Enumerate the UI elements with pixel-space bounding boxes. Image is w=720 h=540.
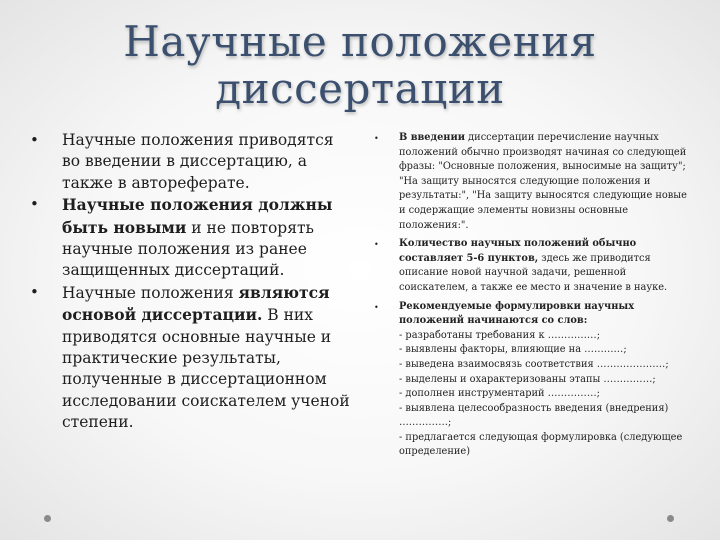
formulation-line: - выведена взаимосвязь соответствия …………………; [399,358,669,370]
formulation-line: - выявлены факторы, влияющие на …………; [399,344,627,356]
right-column [370,131,696,460]
left-column [30,130,350,434]
bullet-dot-icon: • [374,134,379,143]
formulation-line: - выявлена целесообразность введения (внедрения) ……………; [399,402,669,429]
left-bullet-3-text: В них приводятся основные научные и практические результаты, полученные в диссертационном исследовании соискателем ученой степени. [62,306,350,432]
right-bullet-2-text: здесь же приводится описание новой научной задачи, решенной соискателем, а также ее место и значение в науке. [399,252,668,293]
bullet-dot-icon: • [374,302,379,312]
left-bullet-3 [30,282,350,434]
formulation-line: - разработаны требования к ……………; [399,329,601,341]
bullet-dot-icon: • [30,282,39,301]
left-bullet-2-strong: Научные положения должны быть новыми [62,195,333,237]
title-line-1: Научные положения [123,17,597,66]
right-bullet-1 [370,131,696,233]
left-bullet-3-pre: Научные положения [62,283,239,302]
bullet-dot-icon: • [30,195,39,214]
slide-title [60,18,660,112]
right-bullet-3-strong: Рекомендуемые формулировки научных положений начинаются со слов: [399,300,635,327]
decorative-dot-right-icon [667,515,674,522]
right-bullet-2 [370,237,696,295]
left-bullet-2 [30,194,350,282]
formulation-line: - выделены и охарактеризованы этапы ……………; [399,373,656,385]
right-bullet-2-strong: Количество научных положений обычно составляет 5-6 пунктов, [399,238,637,264]
left-bullet-1-text: Научные положения приводятся во введении в диссертацию, а также в автореферате. [62,131,334,192]
left-bullet-1 [30,130,350,194]
right-bullet-1-text: диссертации перечисление научных положений обычно производят начиная со следующей фразы: "Основные положения, выносимые на защиту"; "На защиту выносятся следующие положения и результаты:", "На защиту выносятся следующие новые и содержащие элементы новизны основные положения:". [399,132,687,231]
bullet-dot-icon: • [30,131,39,149]
left-bullet-3-strong: являются основой диссертации. [62,282,330,325]
right-bullet-3 [370,300,696,461]
left-bullet-2-text: и не повторять научные положения из ранее защищенных диссертаций. [62,218,314,280]
formulation-line: - предлагается следующая формулировка (следующее определение) [399,431,683,458]
right-bullet-1-strong: В введении [399,132,466,143]
decorative-dot-left-icon [44,515,51,522]
title-line-2: диссертации [215,64,505,113]
formulation-line: - дополнен инструментарий ……………; [399,388,600,400]
bullet-dot-icon: • [374,240,379,250]
